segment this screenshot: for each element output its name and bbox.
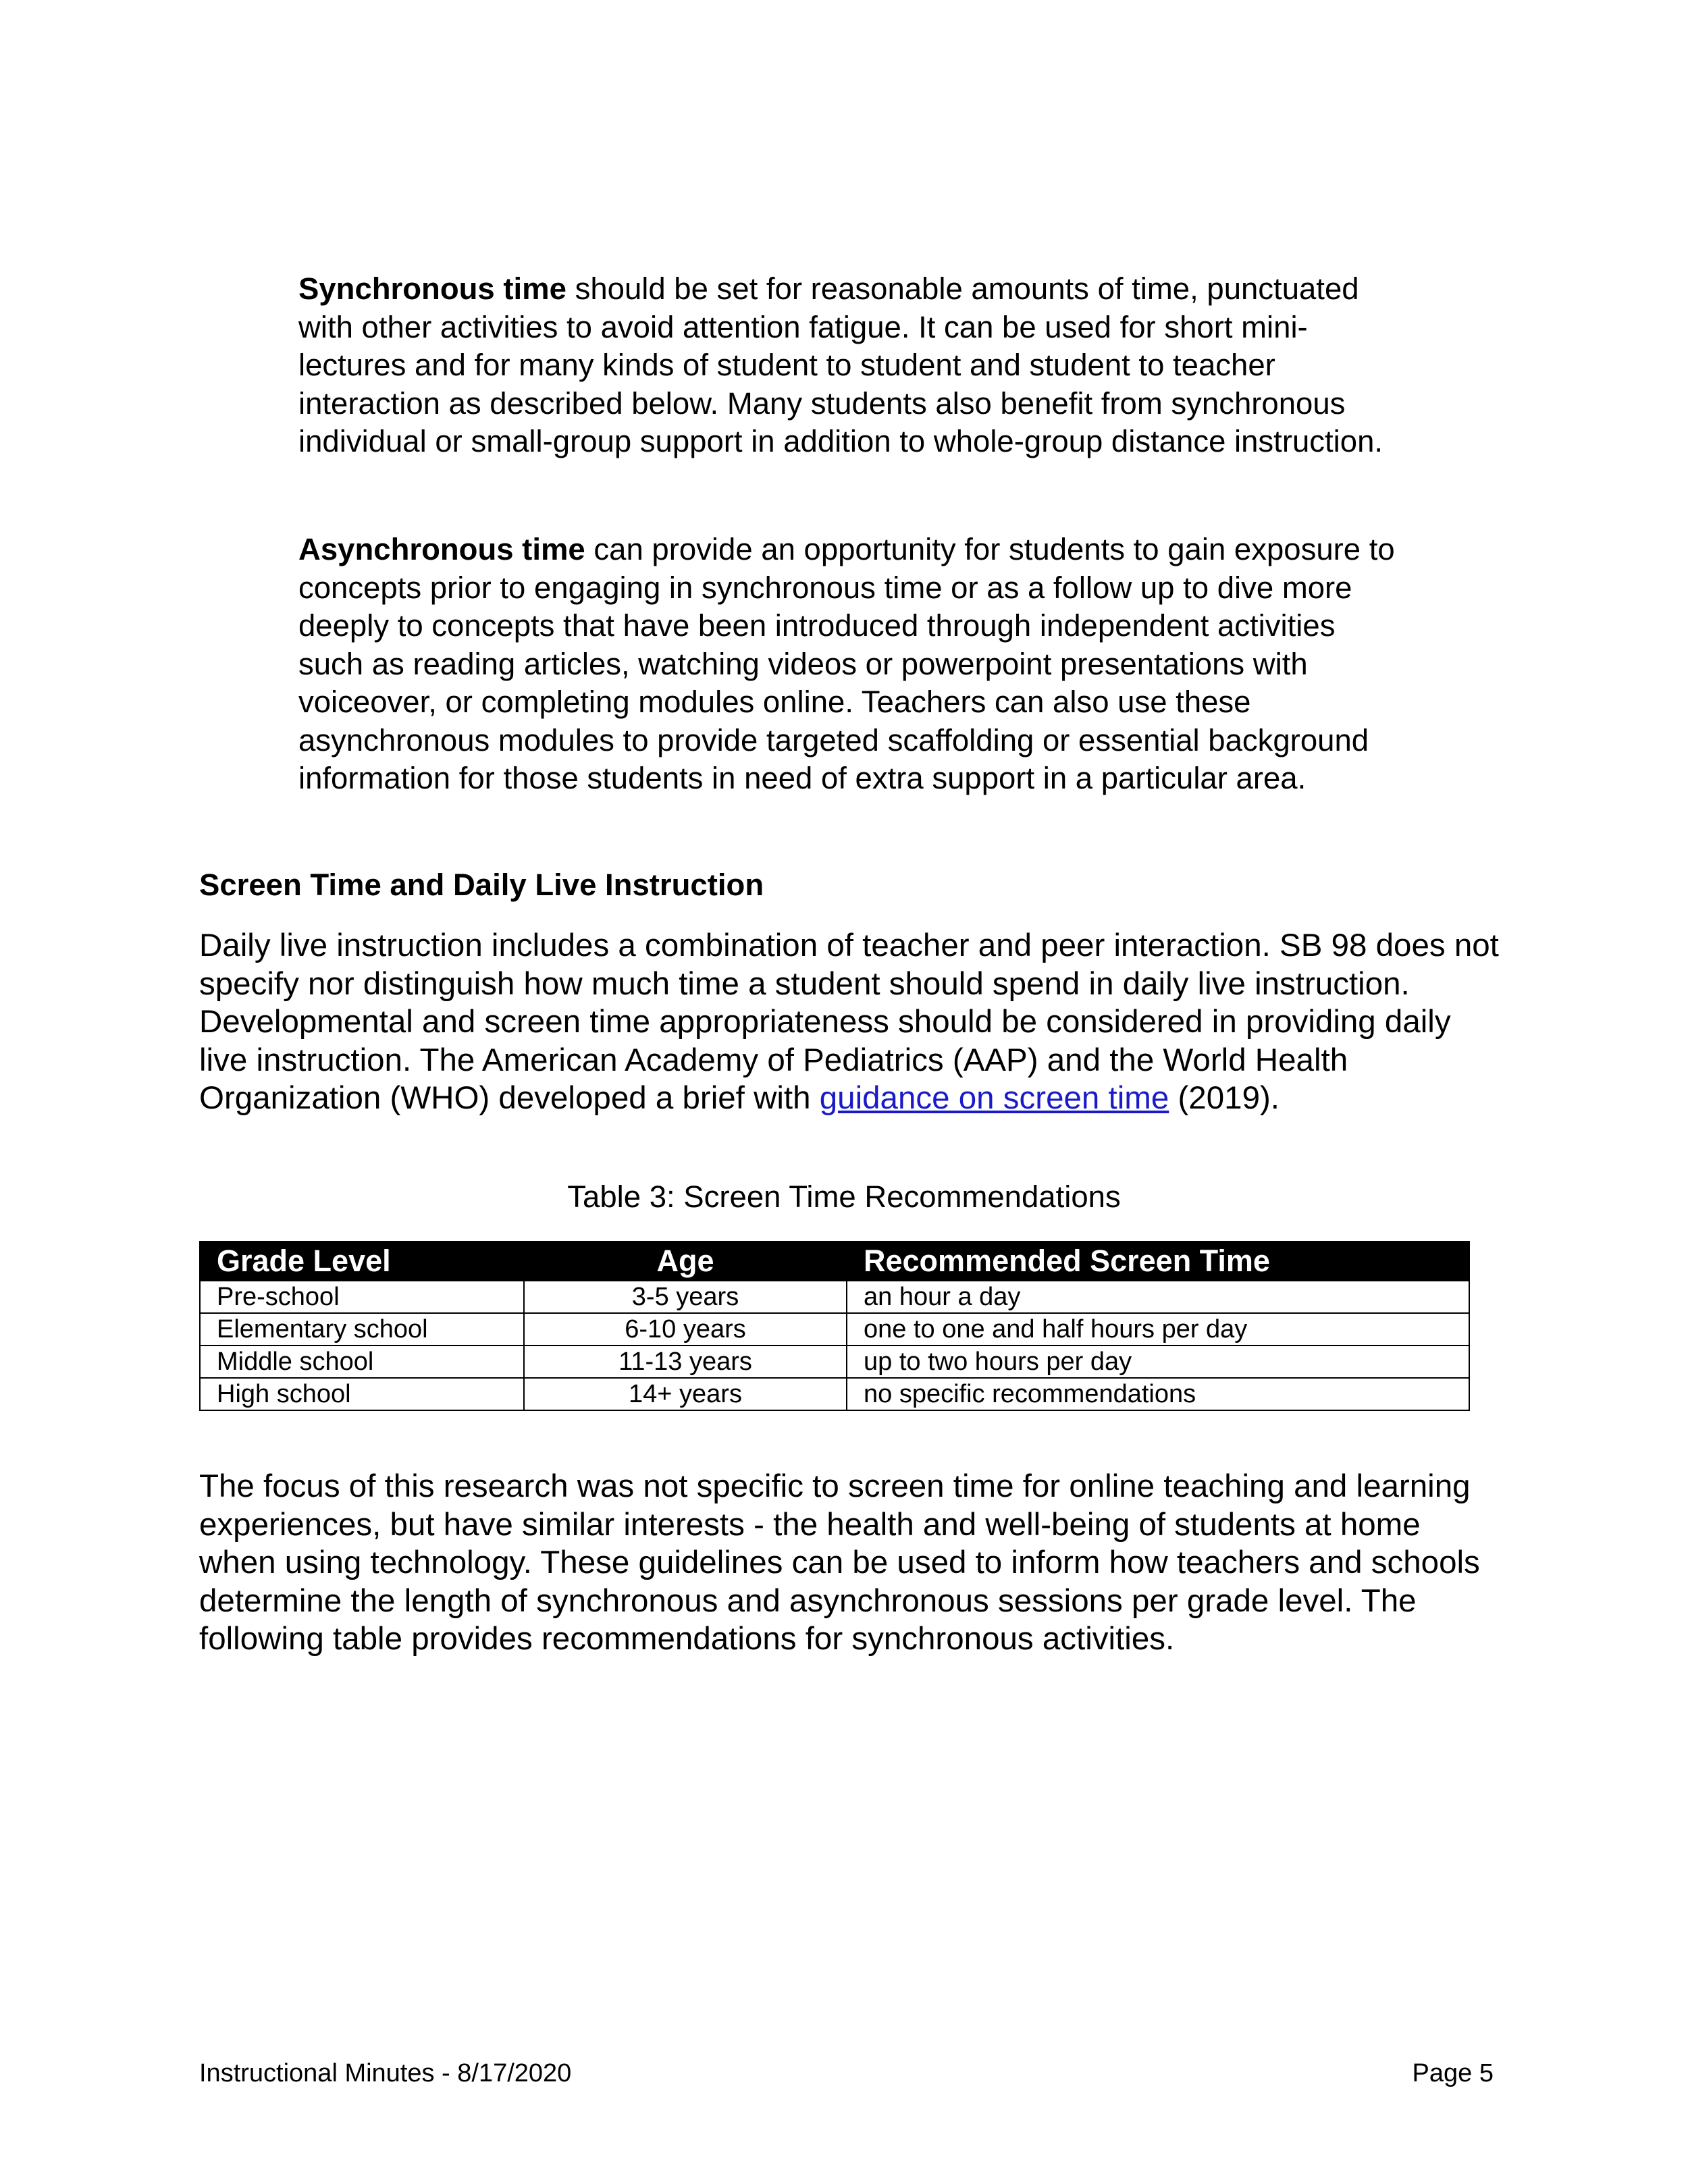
table-row	[200, 1313, 1469, 1346]
synchronous-time-term: Synchronous time	[298, 271, 566, 306]
age-cell: 14+ years	[524, 1378, 847, 1410]
header-recommended-screen-time: Recommended Screen Time	[847, 1242, 1469, 1281]
table-row	[200, 1346, 1469, 1378]
asynchronous-time-term: Asynchronous time	[298, 532, 585, 566]
table-row	[200, 1378, 1469, 1410]
table-row	[200, 1281, 1469, 1313]
synchronous-time-paragraph	[298, 270, 1406, 461]
asynchronous-time-paragraph	[298, 531, 1406, 798]
screen-time-cell: an hour a day	[847, 1281, 1469, 1313]
age-cell: 6-10 years	[524, 1313, 847, 1346]
screen-time-cell: up to two hours per day	[847, 1346, 1469, 1378]
table-header-row	[200, 1242, 1469, 1281]
header-age: Age	[524, 1242, 847, 1281]
grade-level-cell: Pre-school	[200, 1281, 524, 1313]
age-cell: 3-5 years	[524, 1281, 847, 1313]
asynchronous-time-text: can provide an opportunity for students to gain exposure to concepts prior to engaging in synchronous time or as a follow up to dive more deeply to concepts that have been introduced through independent activities such as reading articles, watching videos or powerpoint presentations with voiceover, or completing modules online. Teachers can also use these asynchronous modules to provide targeted scaffolding or essential background information for those students in need of extra support in a particular area.	[298, 532, 1395, 795]
screen-time-guidance-link[interactable]: guidance on screen time	[819, 1080, 1169, 1116]
table-caption	[0, 1178, 1688, 1216]
footer-document-title: Instructional Minutes - 8/17/2020	[199, 2059, 572, 2087]
screen-time-cell: one to one and half hours per day	[847, 1313, 1469, 1346]
research-focus-paragraph: The focus of this research was not specific to screen time for online teaching and learning experiences, but have similar interests - the health and well-being of students at home when using technology. These guidelines can be used to inform how teachers and schools determine the length of synchronous and asynchronous sessions per grade level. The following table provides recommendations for synchronous activities.	[199, 1468, 1480, 1657]
grade-level-cell: Elementary school	[200, 1313, 524, 1346]
screen-time-cell: no specific recommendations	[847, 1378, 1469, 1410]
daily-live-text-end: (2019).	[1169, 1080, 1280, 1116]
grade-level-cell: High school	[200, 1378, 524, 1410]
age-cell: 11-13 years	[524, 1346, 847, 1378]
daily-live-text: Daily live instruction includes a combination of teacher and peer interaction. SB 98 does not specify nor distinguish how much time a student should spend in daily live instruction. Developmental and screen time appropriateness should be considered in providing daily live instruction. The American Academy of Pediatrics (AAP) and the World Health Organization (WHO) developed a brief with	[199, 928, 1499, 1116]
section-heading: Screen Time and Daily Live Instruction	[199, 868, 764, 902]
daily-live-instruction-paragraph	[199, 927, 1502, 1118]
table-caption-text: Table 3: Screen Time Recommendations	[567, 1179, 1121, 1214]
header-grade-level: Grade Level	[200, 1242, 524, 1281]
synchronous-time-text: should be set for reasonable amounts of time, punctuated with other activities to avoid attention fatigue. It can be used for short mini-lectures and for many kinds of student to student and student to teacher interaction as described below. Many students also benefit from synchronous individual or small-group support in addition to whole-group distance instruction.	[298, 271, 1383, 458]
screen-time-table	[199, 1241, 1470, 1411]
grade-level-cell: Middle school	[200, 1346, 524, 1378]
footer-page-number: Page 5	[1412, 2059, 1494, 2087]
